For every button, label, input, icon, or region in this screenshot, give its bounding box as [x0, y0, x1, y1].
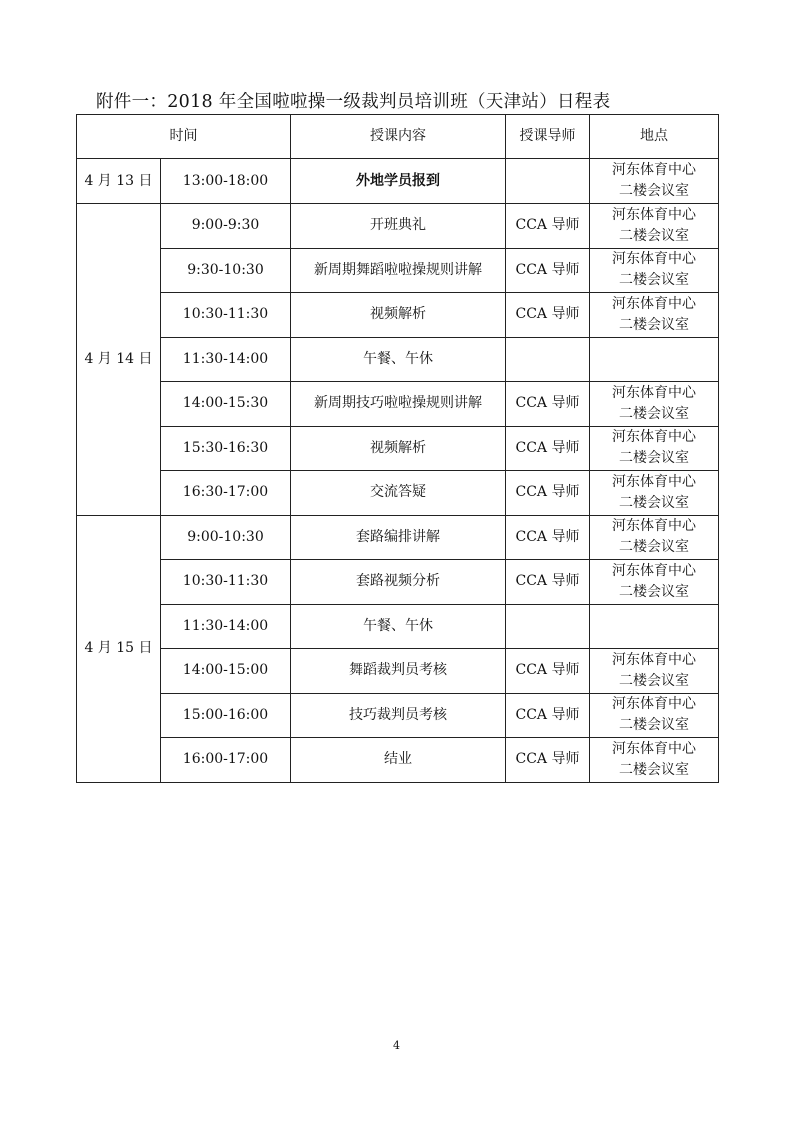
venue-cell — [590, 604, 719, 649]
venue-line-1: 河东体育中心 — [612, 740, 696, 757]
time-cell: 9:00-9:30 — [161, 204, 291, 249]
schedule-table — [76, 114, 719, 783]
venue-line-2: 二楼会议室 — [619, 761, 689, 778]
time-cell: 13:00-18:00 — [161, 159, 291, 204]
venue-line-2: 二楼会议室 — [619, 539, 689, 556]
venue-cell — [590, 426, 719, 471]
table-row — [77, 649, 719, 694]
teacher-cell — [506, 159, 590, 204]
venue-cell — [590, 515, 719, 560]
date-cell: 4 月 14 日 — [77, 204, 161, 516]
time-cell: 16:00-17:00 — [161, 738, 291, 783]
venue-cell — [590, 382, 719, 427]
teacher-cell — [506, 337, 590, 382]
venue-line-1: 河东体育中心 — [612, 518, 696, 535]
venue-line-1: 河东体育中心 — [612, 384, 696, 401]
venue-line-1: 河东体育中心 — [612, 651, 696, 668]
content-cell: 开班典礼 — [291, 204, 506, 249]
venue-line-2: 二楼会议室 — [619, 272, 689, 289]
teacher-cell: CCA 导师 — [506, 649, 590, 694]
date-cell: 4 月 15 日 — [77, 515, 161, 782]
table-row — [77, 515, 719, 560]
content-cell: 套路视频分析 — [291, 560, 506, 605]
content-cell: 外地学员报到 — [291, 159, 506, 204]
table-row — [77, 337, 719, 382]
venue-cell — [590, 293, 719, 338]
table-row — [77, 248, 719, 293]
time-cell: 11:30-14:00 — [161, 604, 291, 649]
table-row — [77, 382, 719, 427]
time-cell: 16:30-17:00 — [161, 471, 291, 516]
table-row — [77, 471, 719, 516]
venue-cell — [590, 248, 719, 293]
venue-line-2: 二楼会议室 — [619, 450, 689, 467]
content-cell: 午餐、午休 — [291, 337, 506, 382]
teacher-cell: CCA 导师 — [506, 204, 590, 249]
table-row — [77, 604, 719, 649]
schedule-body — [77, 159, 719, 783]
header-content: 授课内容 — [291, 115, 506, 159]
content-cell: 技巧裁判员考核 — [291, 693, 506, 738]
venue-cell — [590, 560, 719, 605]
venue-line-2: 二楼会议室 — [619, 183, 689, 199]
time-cell: 9:00-10:30 — [161, 515, 291, 560]
time-cell: 10:30-11:30 — [161, 293, 291, 338]
content-cell: 视频解析 — [291, 293, 506, 338]
time-cell: 15:00-16:00 — [161, 693, 291, 738]
time-cell: 9:30-10:30 — [161, 248, 291, 293]
time-cell: 14:00-15:00 — [161, 649, 291, 694]
venue-cell — [590, 649, 719, 694]
venue-cell — [590, 738, 719, 783]
venue-line-2: 二楼会议室 — [619, 405, 689, 422]
venue-line-1: 河东体育中心 — [612, 473, 696, 490]
table-row — [77, 693, 719, 738]
teacher-cell: CCA 导师 — [506, 515, 590, 560]
teacher-cell: CCA 导师 — [506, 426, 590, 471]
page-title: 附件一：2018 年全国啦啦操一级裁判员培训班（天津站）日程表 — [96, 92, 611, 112]
venue-cell — [590, 159, 719, 204]
venue-line-2: 二楼会议室 — [619, 717, 689, 734]
header-venue: 地点 — [590, 115, 719, 159]
time-cell: 10:30-11:30 — [161, 560, 291, 605]
venue-line-1: 河东体育中心 — [612, 295, 696, 312]
teacher-cell: CCA 导师 — [506, 382, 590, 427]
content-cell: 视频解析 — [291, 426, 506, 471]
teacher-cell — [506, 604, 590, 649]
teacher-cell: CCA 导师 — [506, 248, 590, 293]
venue-cell — [590, 337, 719, 382]
venue-line-2: 二楼会议室 — [619, 672, 689, 689]
time-cell: 11:30-14:00 — [161, 337, 291, 382]
venue-line-1: 河东体育中心 — [612, 562, 696, 579]
venue-line-1: 河东体育中心 — [612, 429, 696, 446]
table-row — [77, 738, 719, 783]
content-cell: 新周期技巧啦啦操规则讲解 — [291, 382, 506, 427]
table-row — [77, 293, 719, 338]
table-row — [77, 560, 719, 605]
venue-line-1: 河东体育中心 — [612, 251, 696, 268]
page-number: 4 — [393, 1039, 400, 1052]
time-cell: 14:00-15:30 — [161, 382, 291, 427]
time-cell: 15:30-16:30 — [161, 426, 291, 471]
teacher-cell: CCA 导师 — [506, 693, 590, 738]
table-row — [77, 426, 719, 471]
venue-line-2: 二楼会议室 — [619, 494, 689, 511]
teacher-cell: CCA 导师 — [506, 293, 590, 338]
venue-line-2: 二楼会议室 — [619, 316, 689, 333]
venue-line-1: 河东体育中心 — [612, 696, 696, 713]
date-cell: 4 月 13 日 — [77, 159, 161, 204]
content-cell: 舞蹈裁判员考核 — [291, 649, 506, 694]
content-cell: 午餐、午休 — [291, 604, 506, 649]
header-time: 时间 — [77, 115, 291, 159]
venue-cell — [590, 471, 719, 516]
table-header-row — [77, 115, 719, 159]
venue-cell — [590, 693, 719, 738]
venue-line-1: 河东体育中心 — [612, 162, 696, 178]
content-cell: 新周期舞蹈啦啦操规则讲解 — [291, 248, 506, 293]
venue-line-1: 河东体育中心 — [612, 206, 696, 223]
header-teacher: 授课导师 — [506, 115, 590, 159]
teacher-cell: CCA 导师 — [506, 471, 590, 516]
table-row — [77, 159, 719, 204]
teacher-cell: CCA 导师 — [506, 738, 590, 783]
venue-line-2: 二楼会议室 — [619, 227, 689, 244]
teacher-cell: CCA 导师 — [506, 560, 590, 605]
content-cell: 结业 — [291, 738, 506, 783]
venue-line-2: 二楼会议室 — [619, 583, 689, 600]
content-cell: 交流答疑 — [291, 471, 506, 516]
content-cell: 套路编排讲解 — [291, 515, 506, 560]
table-row — [77, 204, 719, 249]
venue-cell — [590, 204, 719, 249]
